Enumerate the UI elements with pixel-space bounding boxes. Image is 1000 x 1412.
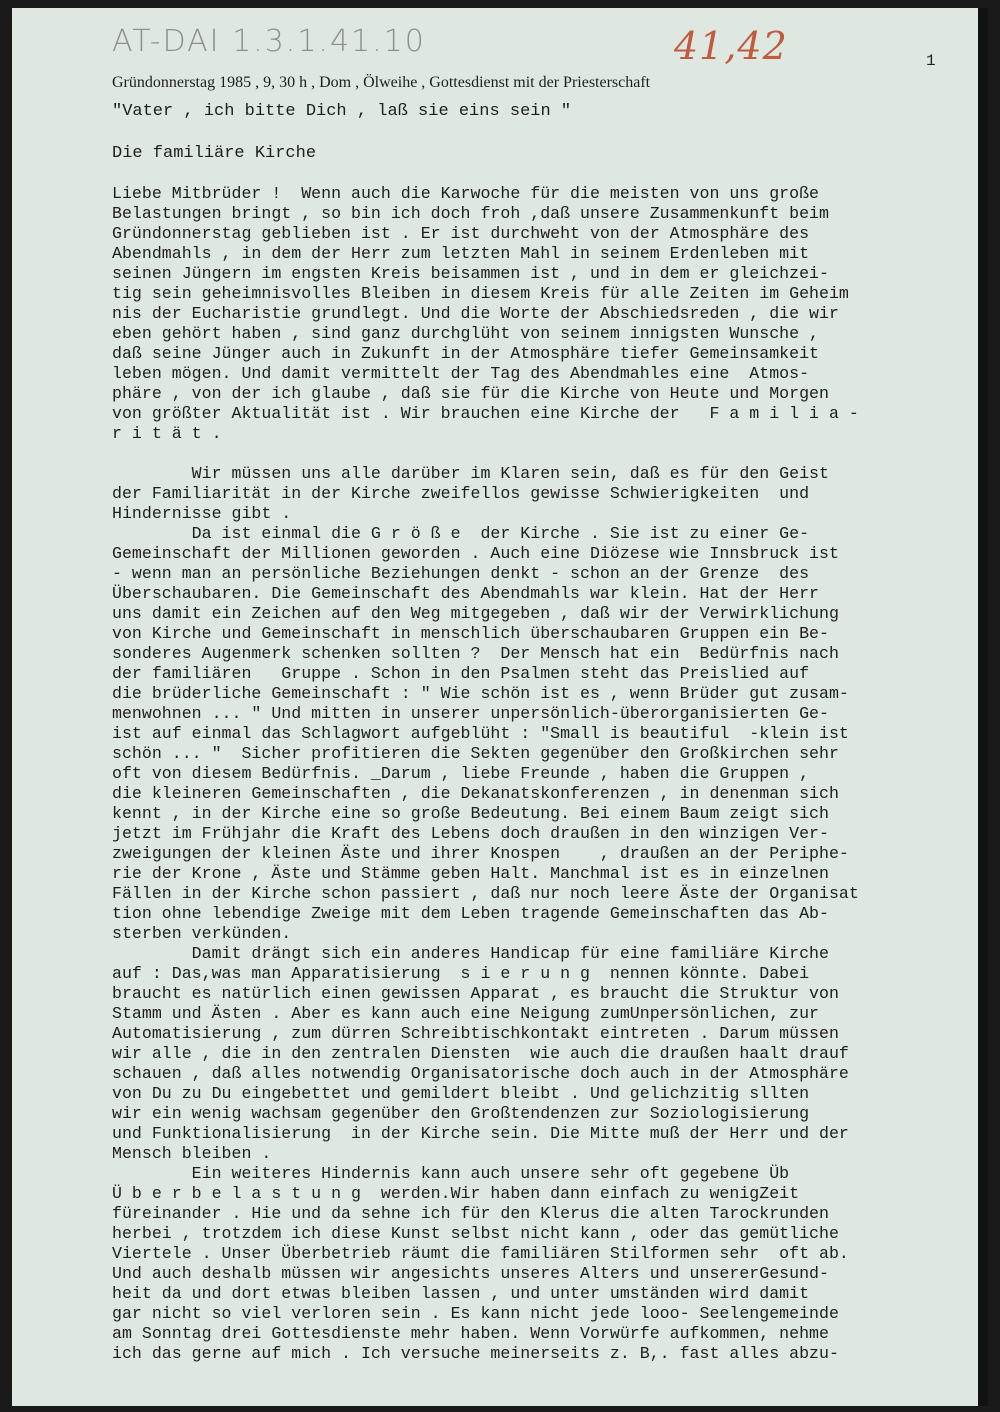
text-line: tig sein geheimnisvolles Bleiben in diesem Kreis für alle Zeiten im Geheim — [112, 284, 849, 303]
text-line: von Du zu Du eingebettet und gemildert bleibt . Und gelichzitig sllten — [112, 1084, 810, 1103]
text-line: Viertele . Unser Überbetrieb räumt die familiären Stilformen sehr oft ab. — [112, 1244, 849, 1263]
archive-reference: AT-DAI 1.3.1.41.10 — [112, 24, 426, 59]
text-line: nis der Eucharistie grundlegt. Und die Worte der Abschiedsreden , die wir — [112, 304, 839, 323]
text-line: oft von diesem Bedürfnis. _Darum , liebe Freunde , haben die Gruppen , — [112, 764, 810, 783]
scan-edge — [978, 8, 988, 1406]
document-title: Die familiäre Kirche — [112, 144, 317, 163]
text-line: jetzt im Frühjahr die Kraft des Lebens doch draußen in den winzigen Ver- — [112, 824, 829, 843]
text-line: die kleineren Gemeinschaften , die Dekanatskonferenzen , in denenman sich — [112, 784, 839, 803]
text-line: uns damit ein Zeichen auf den Weg mitgegeben , daß wir der Verwirklichung — [112, 604, 839, 623]
text-line: Stamm und Ästen . Aber es kann auch eine Neigung zumUnpersönlichen, zur — [112, 1004, 820, 1023]
text-line: Mensch bleiben . — [112, 1144, 272, 1163]
text-line: füreinander . Hie und da sehne ich für den Klerus die alten Tarockrunden — [112, 1204, 829, 1223]
text-line: ich das gerne auf mich . Ich versuche meinerseits z. B,. fast alles abzu- — [112, 1344, 839, 1363]
text-line: am Sonntag drei Gottesdienste mehr haben. Wenn Vorwürfe aufkommen, nehme — [112, 1324, 829, 1343]
paragraph-1 — [112, 184, 982, 444]
text-line: phäre , von der ich glaube , daß sie für die Kirche von Heute und Morgen — [112, 384, 829, 403]
text-line: Gründonnerstag geblieben ist . Er ist durchweht von der Atmosphäre des — [112, 224, 810, 243]
text-line: sterben verkünden. — [112, 924, 292, 943]
text-line: Belastungen bringt , so bin ich doch froh ,daß unsere Zusammenkunft beim — [112, 204, 829, 223]
text-line: tion ohne lebendige Zweige mit dem Leben tragende Gemeinschaften das Ab- — [112, 904, 829, 923]
event-header: Gründonnerstag 1985 , 9, 30 h , Dom , Ölweihe , Gottesdienst mit der Priesterschaft — [112, 74, 651, 91]
page-number: 1 — [926, 52, 936, 70]
text-line: von Kirche und Gemeinschaft in menschlich überschaubaren Gruppen ein Be- — [112, 624, 829, 643]
text-line: r i t ä t . — [112, 424, 222, 443]
text-line: leben mögen. Und damit vermittelt der Tag des Abendmahles eine Atmos- — [112, 364, 810, 383]
text-line: Hindernisse gibt . — [112, 504, 292, 523]
text-line: der Familiarität in der Kirche zweifellos gewisse Schwierigkeiten und — [112, 484, 810, 503]
text-line: sonderes Augenmerk schenken sollten ? Der Mensch hat ein Bedürfnis nach — [112, 644, 839, 663]
text-line: schauen , daß alles notwendig Organisatorische doch auch in der Atmosphäre — [112, 1064, 849, 1083]
text-line: rie der Krone , Äste und Stämme geben Halt. Manchmal ist es in einzelnen — [112, 864, 829, 883]
text-line: seinen Jüngern im engsten Kreis beisammen ist , und in dem er gleichzei- — [112, 264, 829, 283]
text-line: - wenn man an persönliche Beziehungen denkt - schon an der Grenze des — [112, 564, 810, 583]
paragraph-2 — [112, 464, 982, 1364]
text-line: wir alle , die in den zentralen Diensten wie auch die draußen haalt drauf — [112, 1044, 849, 1063]
text-line: eben gehört haben , sind ganz durchglüht von seinem innigsten Wunsche , — [112, 324, 820, 343]
text-line: schön ... " Sicher profitieren die Sekten gegenüber den Großkirchen sehr — [112, 744, 839, 763]
body-text — [112, 184, 982, 1364]
text-line: menwohnen ... " Und mitten in unserer unpersönlich-überorganisierten Ge- — [112, 704, 829, 723]
text-line: von größter Aktualität ist . Wir brauchen eine Kirche der F a m i l i a - — [112, 404, 859, 423]
text-line: daß seine Jünger auch in Zukunft in der Atmosphäre tiefer Gemeinsamkeit — [112, 344, 820, 363]
text-line: der familiären Gruppe . Schon in den Psalmen steht das Preislied auf — [112, 664, 810, 683]
text-line: wir ein wenig wachsam gegenüber den Großtendenzen zur Soziologisierung — [112, 1104, 810, 1123]
document-page — [12, 8, 988, 1406]
text-line: ist auf einmal das Schlagwort aufgeblüht : "Small is beautiful -klein ist — [112, 724, 849, 743]
text-line: die brüderliche Gemeinschaft : " Wie schön ist es , wenn Brüder gut zusam- — [112, 684, 849, 703]
paragraph-gap — [112, 444, 982, 464]
text-line: Und auch deshalb müssen wir angesichts unseres Alters und unsererGesund- — [112, 1264, 829, 1283]
text-line: gar nicht so viel verloren sein . Es kann nicht jede looo- Seelengemeinde — [112, 1304, 839, 1323]
text-line: Da ist einmal die G r ö ß e der Kirche . Sie ist zu einer Ge- — [112, 524, 810, 543]
text-line: Abendmahls , in dem der Herr zum letzten Mahl in seinem Erdenleben mit — [112, 244, 810, 263]
folio-number: 41,42 — [674, 24, 788, 68]
text-line: braucht es natürlich einen gewissen Apparat , es braucht die Struktur von — [112, 984, 839, 1003]
text-line: Ü b e r b e l a s t u n g werden.Wir haben dann einfach zu wenigZeit — [112, 1184, 800, 1203]
text-line: Überschaubaren. Die Gemeinschaft des Abendmahls war klein. Hat der Herr — [112, 584, 820, 603]
text-line: Ein weiteres Hindernis kann auch unsere sehr oft gegebene Üb — [112, 1164, 790, 1183]
text-line: auf : Das,was man Apparatisierung s i e r u n g nennen könnte. Dabei — [112, 964, 810, 983]
text-line: heit da und dort etwas bleiben lassen , und unter umständen wird damit — [112, 1284, 810, 1303]
text-line: Damit drängt sich ein anderes Handicap für eine familiäre Kirche — [112, 944, 829, 963]
text-line: Automatisierung , zum dürren Schreibtischkontakt eintreten . Darum müssen — [112, 1024, 839, 1043]
text-line: kennt , in der Kirche eine so große Bedeutung. Bei einem Baum zeigt sich — [112, 804, 829, 823]
text-line: Liebe Mitbrüder ! Wenn auch die Karwoche für die meisten von uns große — [112, 184, 820, 203]
text-line: zweigungen der kleinen Äste und ihrer Knospen , draußen an der Periphe- — [112, 844, 849, 863]
quote: "Vater , ich bitte Dich , laß sie eins sein " — [112, 102, 572, 121]
text-line: und Funktionalisierung in der Kirche sein. Die Mitte muß der Herr und der — [112, 1124, 849, 1143]
text-line: Wir müssen uns alle darüber im Klaren sein, daß es für den Geist — [112, 464, 829, 483]
text-line: herbei , trotzdem ich diese Kunst selbst nicht kann , oder das gemütliche — [112, 1224, 839, 1243]
text-line: Gemeinschaft der Millionen geworden . Auch eine Diözese wie Innsbruck ist — [112, 544, 839, 563]
text-line: Fällen in der Kirche schon passiert , daß nur noch leere Äste der Organisat — [112, 884, 859, 903]
